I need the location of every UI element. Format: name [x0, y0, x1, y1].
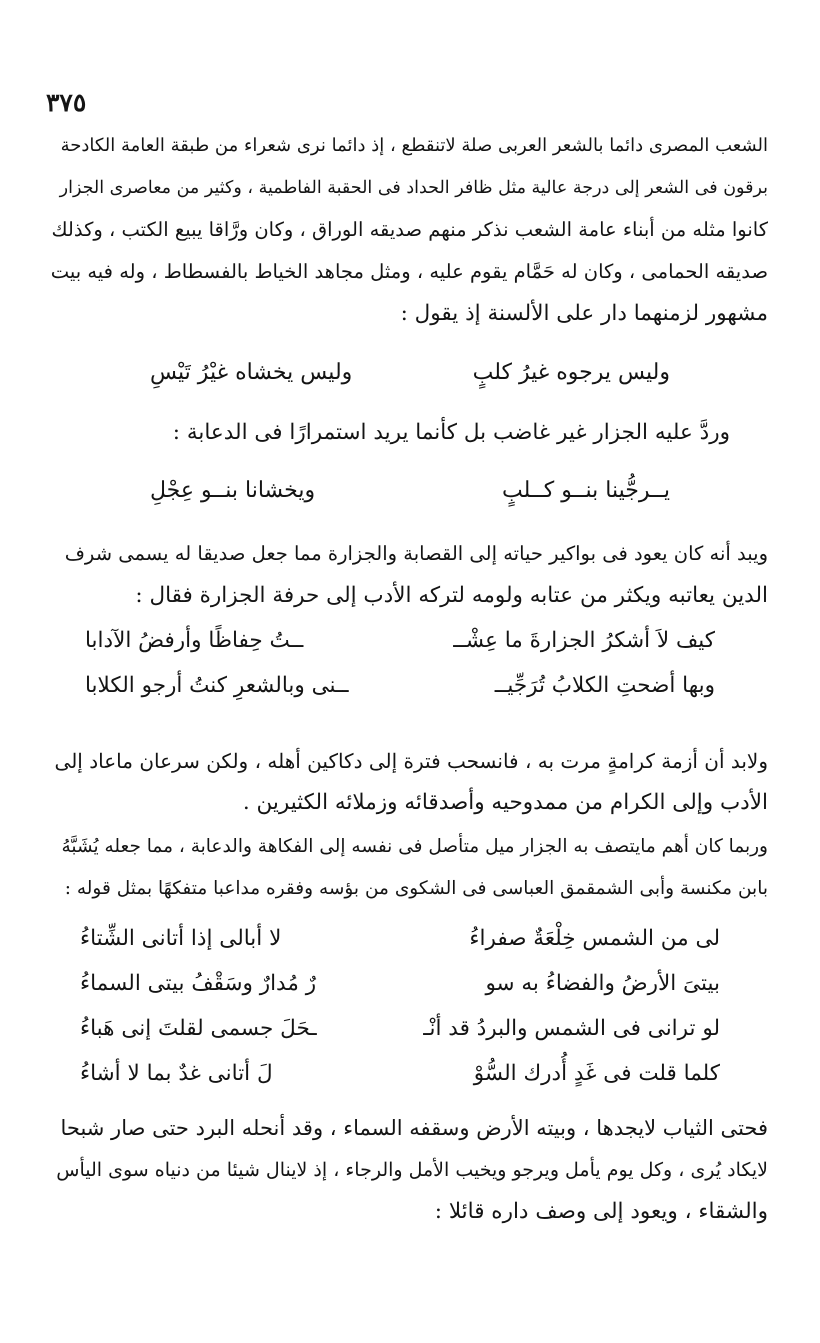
text-line: فحتى الثياب لايجدها ، وبيته الأرض وسقفه السماء ، وقد أنحله البرد حتى صار شبحا	[60, 1116, 768, 1140]
poem-line	[80, 971, 720, 1016]
verse-hemistich-left: رٌ مُدارٌ وسَقْفُ بيتى السماءُ	[80, 971, 317, 996]
text-line: الأدب وإلى الكرام من ممدوحيه وأصدقائه وزملائه الكثيرين .	[242, 790, 768, 815]
verse-2	[150, 478, 670, 518]
verse-hemistich-right: وبها أضحتِ الكلابُ تُرَجِّيــ	[494, 673, 715, 698]
poem-line	[80, 1061, 720, 1106]
verse-hemistich-right: وليس يرجوه غيرُ كلبٍ	[472, 360, 670, 385]
verse-hemistich-right: لو ترانى فى الشمس والبردُ قد أنْـ	[423, 1016, 720, 1041]
paragraph-5	[48, 1107, 768, 1233]
poem-line	[80, 926, 720, 971]
verse-hemistich-right: بيتىَ الأرضُ والفضاءُ به سو	[485, 971, 720, 996]
verse-hemistich-right: كلما قلت فى غَدٍ أُدرك السُّوْ	[473, 1061, 720, 1086]
verse-hemistich-left: وليس يخشاه غيْرُ تَيْسِ	[150, 360, 353, 385]
text-line: وربما كان أهم مايتصف به الجزار ميل متأصل فى نفسه إلى الفكاهة والدعابة ، مما جعله يُشَبَّهُ	[61, 836, 768, 857]
verse-hemistich-right: يــرجُّينا بنــو كــلبٍ	[502, 478, 670, 503]
page-number: ٣٧٥	[46, 88, 87, 117]
text-line: الشعب المصرى دائما بالشعر العربى صلة لاتنقطع ، إذ دائما نرى شعراء من طبقة العامة الكادحة	[60, 135, 768, 156]
text-line: والشقاء ، ويعود إلى وصف داره قائلا :	[434, 1199, 768, 1224]
paragraph-2	[48, 533, 768, 617]
verse-intro: وردَّ عليه الجزار غير غاضب بل كأنما يريد استمرارًا فى الدعابة :	[172, 420, 730, 445]
paragraph-3	[48, 740, 768, 824]
verse-hemistich-left: ــتُ حِفاظًا وأرفضُ الآدابا	[85, 628, 304, 653]
verse-1	[150, 360, 670, 400]
verse-hemistich-right: لى من الشمس خِلْعَةٌ صفراءُ	[469, 926, 720, 951]
text-line: الدين يعاتبه ويكثر من عتابه ولومه لتركه الأدب إلى حرفة الجزارة فقال :	[135, 583, 768, 608]
text-line: ويبد أنه كان يعود فى بواكير حياته إلى القصابة والجزارة مما جعل صديقا له يسمى شرف	[64, 542, 768, 565]
poem-2	[80, 926, 720, 1106]
text-line: لايكاد يُرى ، وكل يوم يأمل ويرجو ويخيب الأمل والرجاء ، إذ لاينال شيئا من دنياه سوى اليأس	[56, 1159, 768, 1181]
verse-hemistich-left: ـحَلَ جسمى لقلتَ إنى هَباءُ	[80, 1016, 317, 1041]
poem-1	[85, 628, 715, 718]
poem-line	[80, 1016, 720, 1061]
poem-line	[85, 628, 715, 673]
paragraph-1	[48, 125, 768, 335]
verse-hemistich-left: لا أبالى إذا أتانى الشِّتاءُ	[80, 926, 282, 951]
verse-hemistich-left: ويخشانا بنــو عِجْلِ	[150, 478, 316, 503]
text-line: ولابد أن أزمة كرامةٍ مرت به ، فانسحب فترة إلى دكاكين أهله ، ولكن سرعان ماعاد إلى	[54, 749, 768, 773]
text-line: مشهور لزمنهما دار على الألسنة إذ يقول :	[400, 301, 768, 326]
paragraph-4	[48, 826, 768, 910]
text-line: برقون فى الشعر إلى درجة عالية مثل ظافر الحداد فى الحقبة الفاطمية ، وكثير من معاصرى الجزار	[59, 178, 768, 198]
verse-hemistich-right: كيف لاَ أشكرُ الجزارةَ ما عِشْــ	[453, 628, 715, 653]
text-line: صديقه الحمامى ، وكان له حَمَّام يقوم عليه ، ومثل مجاهد الخياط بالفسطاط ، وله فيه بيت	[50, 260, 768, 283]
verse-hemistich-left: لَ أتانى غدٌ بما لا أشاءُ	[80, 1061, 273, 1086]
text-line: بابن مكنسة وأبى الشمقمق العباسى فى الشكوى من بؤسه وفقره مداعبا متفكهًا بمثل قوله :	[64, 878, 768, 899]
poem-line	[85, 673, 715, 718]
text-line: كانوا مثله من أبناء عامة الشعب نذكر منهم صديقه الوراق ، وكان ورَّاقا يبيع الكتب ، وكذلك	[51, 218, 768, 241]
verse-hemistich-left: ــنى وبالشعرِ كنتُ أرجو الكلابا	[85, 673, 349, 698]
